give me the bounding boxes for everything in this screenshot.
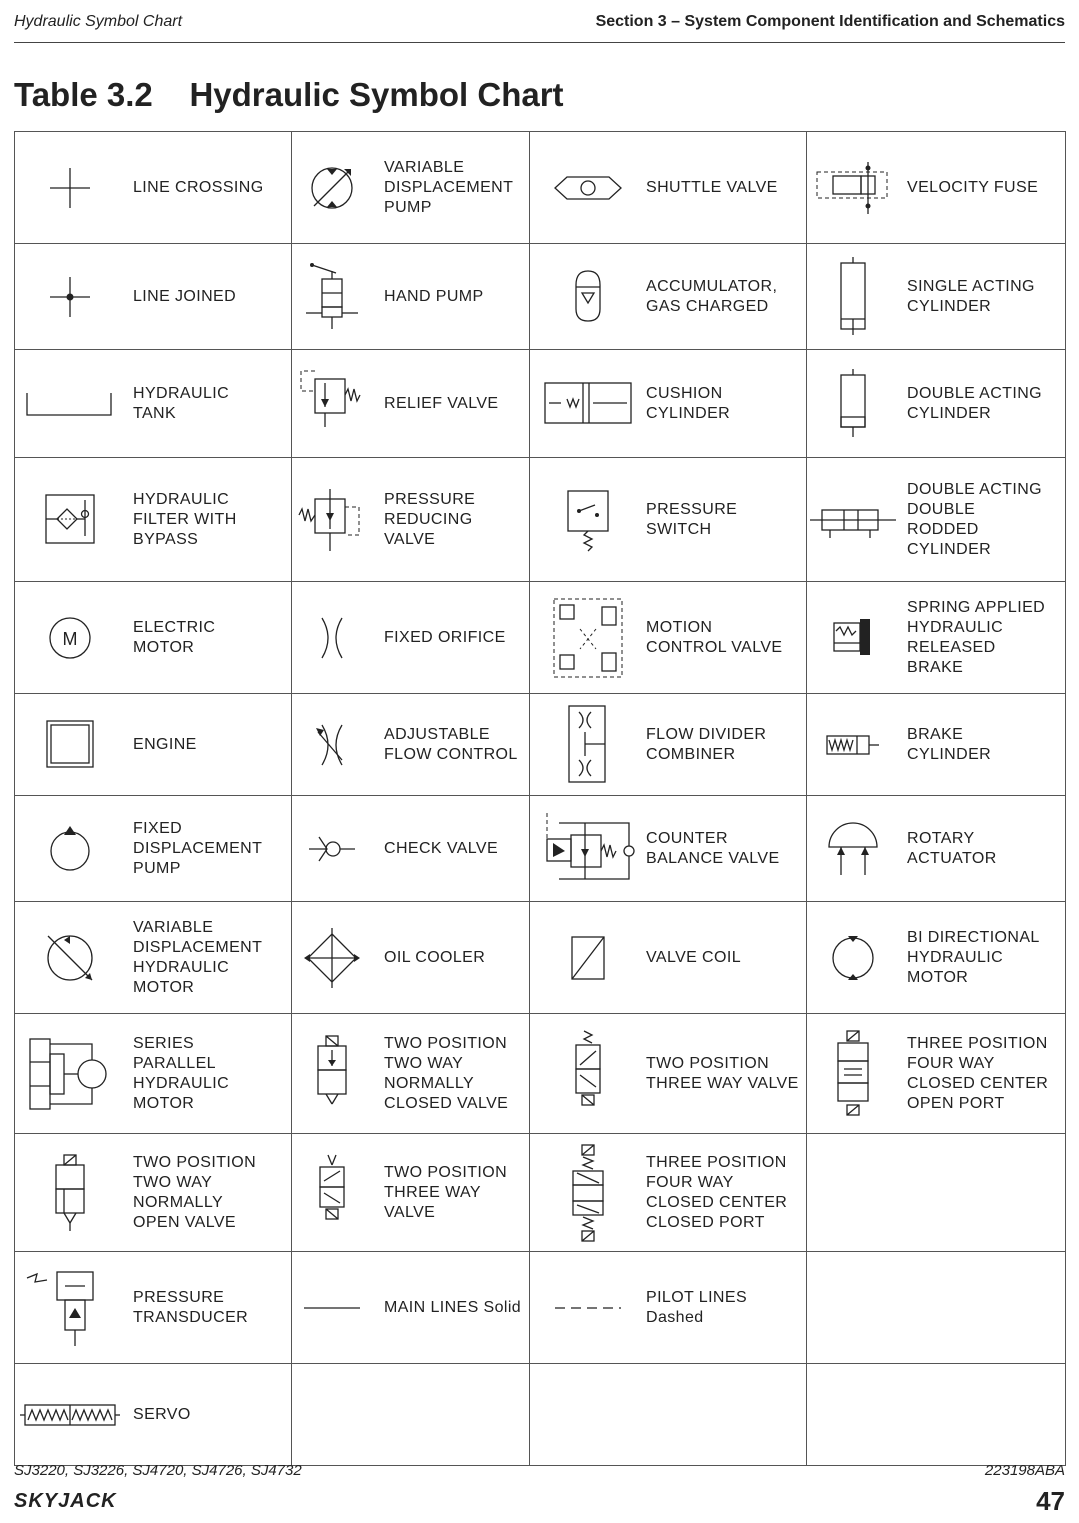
single-acting-cylinder-icon	[807, 244, 899, 349]
symbol-cell	[807, 796, 1066, 902]
line-crossing-icon	[15, 132, 125, 243]
running-header-title: Hydraulic Symbol Chart	[14, 13, 183, 30]
motion-control-valve-icon	[530, 582, 645, 693]
table-row	[15, 132, 1066, 244]
symbol-cell	[292, 694, 530, 796]
symbol-cell	[15, 796, 292, 902]
symbol-cell	[530, 244, 807, 350]
symbol-label: CHECK VALVE	[384, 839, 499, 857]
symbol-cell	[807, 244, 1066, 350]
symbol-label: SPRING APPLIED HYDRAULIC RELEASED BRAKE	[907, 598, 1046, 676]
fixed-orifice-icon	[292, 582, 372, 693]
symbol-cell	[530, 902, 807, 1014]
symbol-cell	[292, 902, 530, 1014]
symbol-label: SHUTTLE VALVE	[646, 178, 778, 196]
symbol-cell	[530, 1252, 807, 1364]
valve-coil-icon	[530, 902, 645, 1013]
symbol-cell	[15, 244, 292, 350]
table-row	[15, 582, 1066, 694]
model-list: SJ3220, SJ3226, SJ4720, SJ4726, SJ4732	[14, 1462, 302, 1479]
symbol-label: HYDRAULIC FILTER WITH BYPASS	[133, 490, 237, 548]
svg-text:M: M	[62, 628, 78, 649]
pressure-transducer-icon	[15, 1252, 125, 1363]
symbol-label: TWO POSITION TWO WAY NORMALLY OPEN VALVE	[133, 1153, 257, 1231]
bidirectional-motor-icon	[807, 902, 899, 1013]
symbol-label: LINE CROSSING	[133, 178, 264, 196]
symbol-cell	[530, 350, 807, 458]
table-row	[15, 1134, 1066, 1252]
symbol-label: SINGLE ACTING CYLINDER	[907, 277, 1035, 315]
symbol-label: PILOT LINES Dashed	[646, 1288, 748, 1326]
page-number: 47	[1036, 1486, 1065, 1516]
symbol-label: BI DIRECTIONAL HYDRAULIC MOTOR	[907, 928, 1040, 986]
symbol-label: RELIEF VALVE	[384, 394, 499, 412]
variable-displacement-pump-icon	[292, 132, 372, 243]
symbol-label: SERVO	[133, 1405, 191, 1423]
symbol-label: TWO POSITION THREE WAY VALVE	[646, 1054, 799, 1092]
brand-logo: SKYJACK	[14, 1490, 117, 1512]
variable-motor-icon	[15, 902, 125, 1013]
symbol-cell	[15, 458, 292, 582]
symbol-label: ELECTRIC MOTOR	[133, 618, 216, 656]
symbol-cell	[292, 582, 530, 694]
symbol-cell	[15, 132, 292, 244]
pressure-switch-icon	[530, 458, 645, 581]
series-parallel-motor-icon	[15, 1014, 125, 1133]
symbol-label: ACCUMULATOR, GAS CHARGED	[646, 277, 778, 315]
symbol-cell	[530, 1014, 807, 1134]
symbol-label: SERIES PARALLEL HYDRAULIC MOTOR	[133, 1034, 230, 1112]
symbol-cell	[530, 694, 807, 796]
relief-valve-icon	[292, 350, 372, 457]
hydraulic-symbol-table	[14, 131, 1066, 1466]
symbol-label: CUSHION CYLINDER	[646, 384, 731, 422]
symbol-cell	[807, 582, 1066, 694]
symbol-label: FIXED ORIFICE	[384, 628, 506, 646]
symbol-cell	[15, 1014, 292, 1134]
symbol-label: TWO POSITION TWO WAY NORMALLY CLOSED VALVE	[384, 1034, 509, 1112]
symbol-cell	[807, 1252, 1066, 1364]
symbol-cell	[292, 796, 530, 902]
velocity-fuse-icon	[807, 132, 899, 243]
symbol-label: ADJUSTABLE FLOW CONTROL	[384, 725, 518, 763]
symbol-cell	[292, 1134, 530, 1252]
symbol-cell	[15, 902, 292, 1014]
accumulator-icon	[530, 244, 645, 349]
symbol-cell	[530, 132, 807, 244]
symbol-cell	[292, 132, 530, 244]
symbol-label: PRESSURE SWITCH	[646, 500, 738, 538]
symbol-label: HYDRAULIC TANK	[133, 384, 230, 422]
symbol-label: MAIN LINES Solid	[384, 1298, 522, 1316]
table-row	[15, 902, 1066, 1014]
three-pos-closed-port-valve-icon	[530, 1134, 645, 1251]
symbol-cell	[15, 1252, 292, 1364]
symbol-label: HAND PUMP	[384, 287, 484, 305]
oil-cooler-icon	[292, 902, 372, 1013]
symbol-cell	[292, 244, 530, 350]
symbol-cell	[530, 1134, 807, 1252]
three-pos-open-port-valve-icon	[807, 1014, 899, 1133]
hand-pump-icon	[292, 244, 372, 349]
symbol-cell	[15, 694, 292, 796]
table-row	[15, 1364, 1066, 1466]
table-row	[15, 458, 1066, 582]
header-rule	[14, 42, 1065, 43]
symbol-cell	[15, 350, 292, 458]
cushion-cylinder-icon	[530, 350, 645, 457]
pressure-reducing-valve-icon	[292, 458, 372, 581]
symbol-cell	[807, 902, 1066, 1014]
symbol-cell	[292, 350, 530, 458]
symbol-label: DOUBLE ACTING DOUBLE RODDED CYLINDER	[907, 480, 1043, 558]
main-line-icon	[292, 1252, 372, 1363]
symbol-label: ROTARY ACTUATOR	[907, 829, 997, 867]
two-way-nc-valve-icon	[292, 1014, 372, 1133]
running-header-section: Section 3 – System Component Identification and Schematics	[595, 13, 1065, 30]
symbol-cell	[15, 1364, 292, 1466]
shuttle-valve-icon	[530, 132, 645, 243]
symbol-label: VARIABLE DISPLACEMENT PUMP	[384, 158, 514, 216]
symbol-label: VARIABLE DISPLACEMENT HYDRAULIC MOTOR	[133, 918, 263, 996]
symbol-cell	[807, 458, 1066, 582]
symbol-label: FLOW DIVIDER COMBINER	[646, 725, 767, 763]
engine-icon	[15, 694, 125, 795]
symbol-label: TWO POSITION THREE WAY VALVE	[384, 1163, 508, 1221]
pilot-line-icon	[530, 1252, 645, 1363]
symbol-label: PRESSURE TRANSDUCER	[133, 1288, 249, 1326]
two-pos-three-way-valve-icon	[530, 1014, 645, 1133]
symbol-cell	[292, 1014, 530, 1134]
symbol-label: LINE JOINED	[133, 287, 237, 305]
symbol-cell	[292, 1364, 530, 1466]
rotary-actuator-icon	[807, 796, 899, 901]
symbol-label: FIXED DISPLACEMENT PUMP	[133, 819, 263, 877]
spring-brake-icon	[807, 582, 899, 693]
symbol-cell	[807, 132, 1066, 244]
symbol-label: ENGINE	[133, 735, 197, 753]
symbol-label: OIL COOLER	[384, 948, 486, 966]
check-valve-icon	[292, 796, 372, 901]
symbol-cell	[530, 458, 807, 582]
table-row	[15, 350, 1066, 458]
symbol-label: THREE POSITION FOUR WAY CLOSED CENTER CLOSED PORT	[646, 1153, 788, 1231]
table-row	[15, 796, 1066, 902]
symbol-label: DOUBLE ACTING CYLINDER	[907, 384, 1043, 422]
symbol-label: COUNTER BALANCE VALVE	[646, 829, 780, 867]
symbol-cell	[15, 1134, 292, 1252]
symbol-label: PRESSURE REDUCING VALVE	[384, 490, 476, 548]
double-acting-cylinder-icon	[807, 350, 899, 457]
symbol-cell	[807, 694, 1066, 796]
adjustable-flow-control-icon	[292, 694, 372, 795]
table-title: Table 3.2 Hydraulic Symbol Chart	[14, 76, 564, 113]
counter-balance-valve-icon	[530, 796, 645, 901]
document-number: 223198ABA	[984, 1462, 1065, 1479]
servo-icon	[15, 1364, 125, 1465]
table-row	[15, 1014, 1066, 1134]
symbol-label: VELOCITY FUSE	[907, 178, 1039, 196]
flow-divider-icon	[530, 694, 645, 795]
symbol-cell	[807, 1134, 1066, 1252]
line-joined-icon	[15, 244, 125, 349]
electric-motor-icon	[15, 582, 125, 693]
symbol-cell	[807, 1364, 1066, 1466]
filter-bypass-icon	[15, 458, 125, 581]
symbol-cell	[807, 350, 1066, 458]
symbol-cell	[15, 582, 292, 694]
table-row	[15, 244, 1066, 350]
symbol-cell	[530, 582, 807, 694]
fixed-displacement-pump-icon	[15, 796, 125, 901]
symbol-label: BRAKE CYLINDER	[907, 725, 992, 763]
double-rodded-cylinder-icon	[807, 458, 899, 581]
symbol-cell	[292, 458, 530, 582]
table-row	[15, 1252, 1066, 1364]
table-row	[15, 694, 1066, 796]
hydraulic-tank-icon	[15, 350, 125, 457]
symbol-cell	[292, 1252, 530, 1364]
symbol-cell	[807, 1014, 1066, 1134]
two-pos-three-way-valve-b-icon	[292, 1134, 372, 1251]
symbol-label: VALVE COIL	[646, 948, 741, 966]
symbol-label: THREE POSITION FOUR WAY CLOSED CENTER OPEN PORT	[907, 1034, 1049, 1112]
two-way-no-valve-icon	[15, 1134, 125, 1251]
brake-cylinder-icon	[807, 694, 899, 795]
symbol-cell	[530, 796, 807, 902]
symbol-label: MOTION CONTROL VALVE	[646, 618, 783, 656]
symbol-cell	[530, 1364, 807, 1466]
